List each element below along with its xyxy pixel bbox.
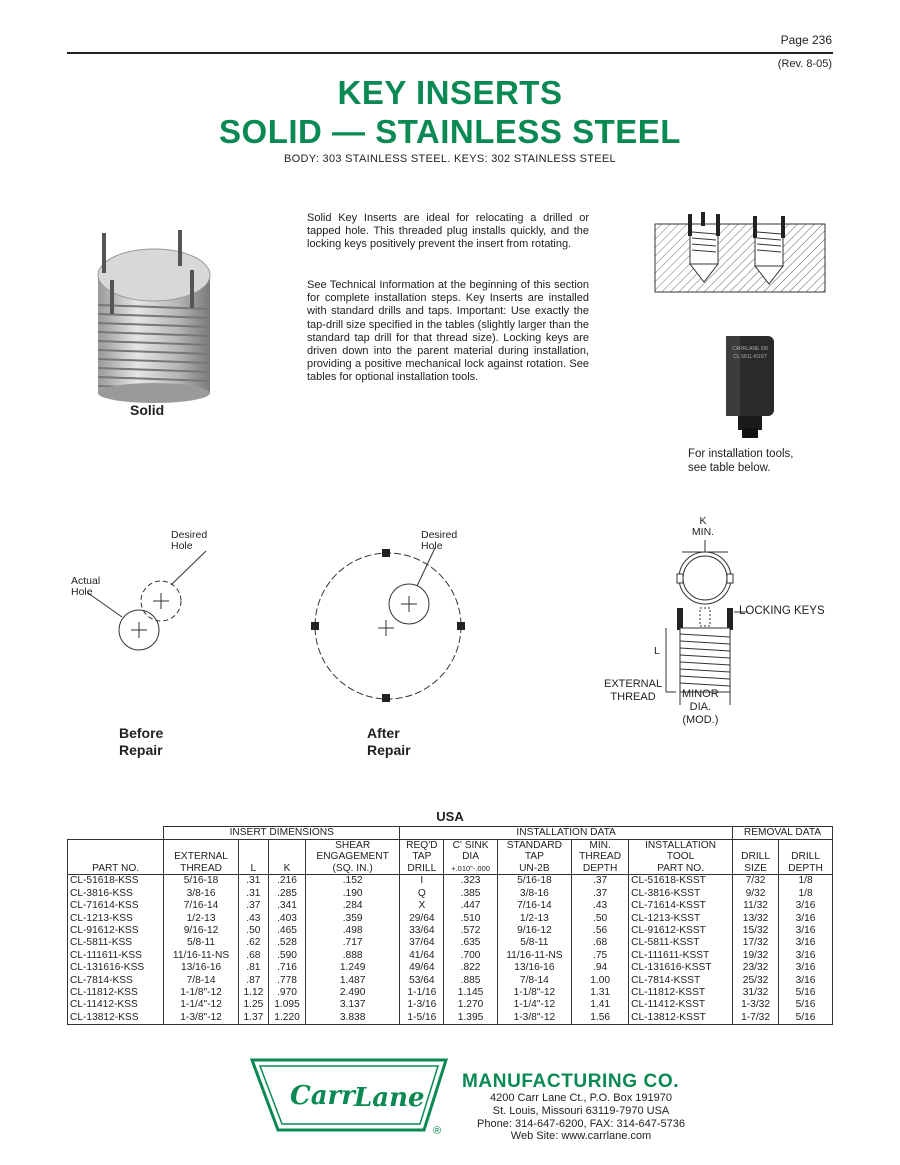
- table-cell: .152: [306, 875, 400, 888]
- table-cell: 3/16: [779, 912, 833, 924]
- table-cell: .81: [238, 962, 268, 974]
- table-cell: .885: [444, 974, 497, 986]
- company-name: MANUFACTURING CO.: [462, 1071, 680, 1092]
- col-shear-line3: (SQ. IN.): [332, 862, 373, 874]
- table-cell: 1-3/32: [733, 999, 779, 1011]
- table-cell: 9/32: [733, 887, 779, 899]
- table-cell: 1.095: [268, 999, 305, 1011]
- address-line2: St. Louis, Missouri 63119-7970 USA: [492, 1104, 670, 1117]
- table-cell: 3/8-16: [164, 887, 238, 899]
- table-row: [68, 949, 833, 961]
- table-cell: 9/16-12: [164, 925, 238, 937]
- table-cell: 2.490: [306, 987, 400, 999]
- table-region-heading: USA: [436, 809, 464, 824]
- actual-hole-label-line2: Hole: [71, 586, 93, 598]
- tool-engraving-line2: CL-5811-KSST: [733, 354, 767, 360]
- table-cell: .31: [238, 875, 268, 888]
- table-cell: CL-5811-KSS: [68, 937, 164, 949]
- table-cell: I: [400, 875, 444, 888]
- group-installation-data: INSTALLATION DATA: [400, 827, 733, 840]
- address-line1: 4200 Carr Lane Ct., P.O. Box 191970: [489, 1092, 673, 1104]
- col-l: [238, 839, 268, 875]
- after-repair-diagram: [305, 540, 475, 710]
- table-cell: 13/16-16: [164, 962, 238, 974]
- col-standard-tap: [497, 839, 571, 875]
- table-cell: CL-91612-KSS: [68, 925, 164, 937]
- table-cell: 19/32: [733, 949, 779, 961]
- key-insert-spec-table: [67, 826, 833, 1025]
- table-cell: 1/8: [779, 887, 833, 899]
- table-cell: 1-3/16: [400, 999, 444, 1011]
- table-cell: 1-1/8"-12: [497, 987, 571, 999]
- table-cell: 5/8-11: [164, 937, 238, 949]
- col-drill-size-line2: SIZE: [744, 862, 767, 874]
- installed-cross-section: [650, 210, 835, 302]
- phone-fax: Phone: 314-647-6200, FAX: 314-647-5736: [477, 1117, 685, 1130]
- table-cell: CL-5811-KSST: [629, 937, 733, 949]
- k-min-label: [688, 516, 718, 538]
- table-cell: 1-5/16: [400, 1011, 444, 1024]
- table-cell: .465: [268, 925, 305, 937]
- header-rule: [67, 52, 833, 54]
- minor-dia-line1: MINOR: [682, 688, 719, 700]
- table-cell: 3/16: [779, 949, 833, 961]
- table-cell: 1.37: [238, 1011, 268, 1024]
- col-part-no-text: PART NO.: [92, 862, 140, 874]
- col-std-tap-line1: STANDARD: [506, 839, 563, 851]
- table-cell: 1.25: [238, 999, 268, 1011]
- col-shear-engagement: [306, 839, 400, 875]
- table-cell: CL-71614-KSST: [629, 900, 733, 912]
- table-cell: 3/16: [779, 974, 833, 986]
- actual-hole-label: [71, 576, 100, 598]
- col-tap-drill-line1: REQ'D: [406, 839, 438, 851]
- l-label: L: [654, 645, 660, 657]
- table-cell: 7/8-14: [164, 974, 238, 986]
- table-cell: 1-3/8"-12: [164, 1011, 238, 1024]
- table-cell: .37: [572, 875, 629, 888]
- actual-hole-label-line1: Actual: [71, 575, 101, 587]
- table-cell: 11/16-11-NS: [497, 949, 571, 961]
- table-corner: [68, 827, 164, 840]
- table-cell: 1.41: [572, 999, 629, 1011]
- table-cell: 9/16-12: [497, 925, 571, 937]
- table-cell: 3/16: [779, 962, 833, 974]
- table-cell: .700: [444, 949, 497, 961]
- table-cell: .403: [268, 912, 305, 924]
- table-cell: .716: [268, 962, 305, 974]
- table-row: [68, 1011, 833, 1024]
- table-row: [68, 937, 833, 949]
- solid-insert-photo: [90, 225, 220, 405]
- minor-dia-label: [682, 688, 719, 727]
- table-cell: .50: [238, 925, 268, 937]
- col-min-thread-line2: THREAD: [579, 851, 622, 862]
- table-cell: CL-131616-KSST: [629, 962, 733, 974]
- col-tap-drill: [400, 839, 444, 875]
- tool-caption-line2: see table below.: [688, 461, 771, 474]
- external-thread-label: [604, 678, 662, 704]
- table-cell: 1-7/32: [733, 1011, 779, 1024]
- tool-engraving-line1: CARRLANE 5/8: [732, 346, 768, 352]
- table-cell: 5/16: [779, 987, 833, 999]
- table-cell: CL-131616-KSS: [68, 962, 164, 974]
- table-cell: CL-91612-KSST: [629, 925, 733, 937]
- table-cell: X: [400, 900, 444, 912]
- table-cell: .216: [268, 875, 305, 888]
- col-csink-line1: C' SINK: [452, 839, 489, 851]
- col-min-thread-line1: MIN.: [589, 839, 611, 851]
- table-row: [68, 925, 833, 937]
- desired-hole-label-line2: Hole: [171, 540, 193, 552]
- tool-caption: [688, 448, 793, 475]
- table-cell: 1.395: [444, 1011, 497, 1024]
- table-cell: 1-1/16: [400, 987, 444, 999]
- minor-dia-line2: DIA.: [689, 701, 712, 713]
- table-cell: CL-11812-KSST: [629, 987, 733, 999]
- table-cell: 53/64: [400, 974, 444, 986]
- col-l-text: L: [250, 862, 257, 874]
- table-row: [68, 900, 833, 912]
- company-address: [448, 1092, 714, 1143]
- after-repair-caption: [367, 725, 411, 759]
- table-cell: 1-1/4"-12: [164, 999, 238, 1011]
- table-cell: 7/16-14: [497, 900, 571, 912]
- table-cell: 1.220: [268, 1011, 305, 1024]
- table-row: [68, 974, 833, 986]
- table-cell: .528: [268, 937, 305, 949]
- table-cell: 5/16: [779, 999, 833, 1011]
- table-cell: .68: [572, 937, 629, 949]
- locking-keys-label: LOCKING KEYS: [739, 605, 825, 617]
- table-cell: .75: [572, 949, 629, 961]
- col-std-tap-line2: TAP: [524, 851, 544, 862]
- k-label: K: [699, 515, 707, 527]
- table-cell: .68: [238, 949, 268, 961]
- col-external-thread-line2: THREAD: [180, 862, 222, 874]
- table-cell: .341: [268, 900, 305, 912]
- table-cell: 3/16: [779, 937, 833, 949]
- group-removal-data: REMOVAL DATA: [733, 827, 833, 840]
- col-drill-depth: [779, 839, 833, 875]
- website: Web Site: www.carrlane.com: [510, 1130, 652, 1143]
- table-cell: CL-11812-KSS: [68, 987, 164, 999]
- page-title-line1: KEY INSERTS: [337, 74, 563, 111]
- table-cell: .284: [306, 900, 400, 912]
- table-cell: 1.12: [238, 987, 268, 999]
- table-cell: 5/16-18: [164, 875, 238, 888]
- table-cell: .56: [572, 925, 629, 937]
- table-cell: CL-7814-KSST: [629, 974, 733, 986]
- before-repair-line1: Before: [119, 725, 164, 741]
- table-cell: .62: [238, 937, 268, 949]
- col-std-tap-line3: UN-2B: [519, 862, 550, 874]
- desired-hole-label-line1: Desired: [171, 529, 208, 541]
- table-cell: 15/32: [733, 925, 779, 937]
- table-cell: 3/16: [779, 925, 833, 937]
- before-repair-caption: [119, 725, 163, 759]
- carr-lane-logo: [250, 1056, 450, 1136]
- table-cell: .43: [572, 900, 629, 912]
- table-cell: 29/64: [400, 912, 444, 924]
- col-drill-size-line1: DRILL: [741, 851, 770, 862]
- after-repair-line1: After: [367, 725, 400, 741]
- table-cell: .359: [306, 912, 400, 924]
- desired-hole-label-line1: Desired: [421, 529, 458, 541]
- table-cell: .510: [444, 912, 497, 924]
- table-cell: 1.487: [306, 974, 400, 986]
- installation-tool-photo: [720, 330, 780, 442]
- desired-hole-label-before: [171, 530, 207, 552]
- table-cell: .50: [572, 912, 629, 924]
- table-cell: 41/64: [400, 949, 444, 961]
- col-min-thread-line3: DEPTH: [582, 862, 618, 874]
- table-cell: 1-1/8"-12: [164, 987, 238, 999]
- col-shear-line2: ENGAGEMENT: [316, 851, 389, 862]
- table-cell: CL-11412-KSST: [629, 999, 733, 1011]
- col-installation-tool: [629, 839, 733, 875]
- external-thread-line2: THREAD: [610, 691, 656, 703]
- table-cell: 7/8-14: [497, 974, 571, 986]
- table-cell: CL-3816-KSST: [629, 887, 733, 899]
- table-cell: .447: [444, 900, 497, 912]
- col-tool-line2: TOOL: [666, 851, 695, 862]
- external-thread-line1: EXTERNAL: [604, 678, 663, 690]
- col-k-text: K: [283, 862, 291, 874]
- table-cell: Q: [400, 887, 444, 899]
- col-part-no: [68, 839, 164, 875]
- col-external-thread-line1: EXTERNAL: [174, 851, 228, 862]
- table-cell: CL-111611-KSST: [629, 949, 733, 961]
- table-cell: .498: [306, 925, 400, 937]
- table-cell: 7/16-14: [164, 900, 238, 912]
- col-tool-line3: PART NO.: [657, 862, 705, 874]
- photo-caption: Solid: [130, 402, 165, 418]
- table-cell: 31/32: [733, 987, 779, 999]
- table-row: [68, 875, 833, 888]
- table-cell: 1-1/4"-12: [497, 999, 571, 1011]
- table-cell: 17/32: [733, 937, 779, 949]
- table-cell: 1.00: [572, 974, 629, 986]
- before-repair-line2: Repair: [119, 742, 163, 758]
- table-cell: .87: [238, 974, 268, 986]
- table-cell: 7/32: [733, 875, 779, 888]
- table-cell: CL-71614-KSS: [68, 900, 164, 912]
- minor-dia-line3: (MOD.): [682, 714, 719, 726]
- table-cell: .590: [268, 949, 305, 961]
- table-cell: .635: [444, 937, 497, 949]
- table-cell: 1-3/8"-12: [497, 1011, 571, 1024]
- table-cell: 1/8: [779, 875, 833, 888]
- col-drill-depth-line2: DEPTH: [788, 862, 823, 874]
- col-tap-drill-line2: TAP: [412, 851, 432, 862]
- table-cell: 11/32: [733, 900, 779, 912]
- table-cell: 5/8-11: [497, 937, 571, 949]
- table-row: [68, 962, 833, 974]
- col-csink-dia: [444, 839, 497, 875]
- table-cell: 1/2-13: [497, 912, 571, 924]
- logo-text-carr: Carr: [290, 1081, 355, 1111]
- table-cell: .37: [238, 900, 268, 912]
- table-cell: 1.56: [572, 1011, 629, 1024]
- col-drill-size: [733, 839, 779, 875]
- table-cell: 11/16-11-NS: [164, 949, 238, 961]
- table-cell: .43: [238, 912, 268, 924]
- registered-mark: ®: [433, 1125, 442, 1136]
- table-cell: CL-111611-KSS: [68, 949, 164, 961]
- table-cell: 23/32: [733, 962, 779, 974]
- table-cell: 1.249: [306, 962, 400, 974]
- table-cell: .778: [268, 974, 305, 986]
- table-cell: 5/16: [779, 1011, 833, 1024]
- table-cell: CL-1213-KSS: [68, 912, 164, 924]
- table-cell: CL-3816-KSS: [68, 887, 164, 899]
- table-cell: 1.145: [444, 987, 497, 999]
- page-number: Page 236: [780, 33, 832, 47]
- table-cell: 1.31: [572, 987, 629, 999]
- col-csink-line3: +.010"-.000: [451, 863, 490, 873]
- table-cell: 13/16-16: [497, 962, 571, 974]
- logo-text-lane: Lane: [354, 1083, 425, 1113]
- table-cell: 37/64: [400, 937, 444, 949]
- table-cell: CL-1213-KSST: [629, 912, 733, 924]
- col-tool-line1: INSTALLATION: [645, 839, 717, 851]
- tool-caption-line1: For installation tools,: [688, 448, 794, 460]
- table-row: [68, 912, 833, 924]
- description-para1: Solid Key Inserts are ideal for relocating a drilled or tapped hole. This threaded plug installs quickly, and the locking keys positively prevent the insert from rotating.: [307, 212, 589, 251]
- table-cell: .888: [306, 949, 400, 961]
- table-cell: .717: [306, 937, 400, 949]
- table-cell: 3.838: [306, 1011, 400, 1024]
- after-repair-line2: Repair: [367, 742, 411, 758]
- min-label: MIN.: [691, 526, 715, 538]
- table-cell: 13/32: [733, 912, 779, 924]
- col-csink-line2: DIA: [462, 851, 480, 862]
- col-shear-line1: SHEAR: [335, 839, 371, 851]
- table-cell: .970: [268, 987, 305, 999]
- table-cell: .37: [572, 887, 629, 899]
- table-cell: 3.137: [306, 999, 400, 1011]
- page-title-line2: SOLID — STAINLESS STEEL: [219, 113, 681, 150]
- table-cell: CL-51618-KSS: [68, 875, 164, 888]
- col-external-thread: [164, 839, 238, 875]
- desired-hole-label-line2: Hole: [421, 540, 443, 552]
- table-cell: .31: [238, 887, 268, 899]
- table-cell: .94: [572, 962, 629, 974]
- table-cell: .323: [444, 875, 497, 888]
- desired-hole-label-after: [421, 530, 457, 552]
- table-cell: .572: [444, 925, 497, 937]
- col-drill-depth-line1: DRILL: [791, 851, 820, 862]
- col-min-thread-depth: [572, 839, 629, 875]
- table-cell: .822: [444, 962, 497, 974]
- table-cell: 3/8-16: [497, 887, 571, 899]
- table-row: [68, 987, 833, 999]
- table-cell: 3/16: [779, 900, 833, 912]
- table-cell: 49/64: [400, 962, 444, 974]
- table-cell: CL-13812-KSS: [68, 1011, 164, 1024]
- table-cell: .190: [306, 887, 400, 899]
- table-cell: 33/64: [400, 925, 444, 937]
- revision: (Rev. 8-05): [777, 58, 832, 70]
- table-cell: CL-13812-KSST: [629, 1011, 733, 1024]
- material-subtitle: BODY: 303 STAINLESS STEEL. KEYS: 302 STAINLESS STEEL: [284, 153, 616, 165]
- table-cell: 1/2-13: [164, 912, 238, 924]
- table-row: [68, 999, 833, 1011]
- table-cell: 25/32: [733, 974, 779, 986]
- table-row: [68, 887, 833, 899]
- table-cell: .285: [268, 887, 305, 899]
- table-cell: 1.270: [444, 999, 497, 1011]
- description-para2: See Technical Information at the beginning of this section for complete installation steps. Key Inserts are installed with standard drills and taps. Important: Use exactly the tap-drill size specified in the tables (slightly larger than the standard tap drill for that thread size). Locking keys are driven down into the parent material during installation, providing a positive mechanical lock against rotation. See tables for optional installation tools.: [307, 279, 589, 384]
- col-k: [268, 839, 305, 875]
- col-tap-drill-line3: DRILL: [407, 862, 437, 874]
- table-cell: CL-7814-KSS: [68, 974, 164, 986]
- table-cell: .385: [444, 887, 497, 899]
- table-cell: CL-11412-KSS: [68, 999, 164, 1011]
- group-insert-dimensions: INSERT DIMENSIONS: [164, 827, 400, 840]
- table-cell: CL-51618-KSST: [629, 875, 733, 888]
- table-cell: 5/16-18: [497, 875, 571, 888]
